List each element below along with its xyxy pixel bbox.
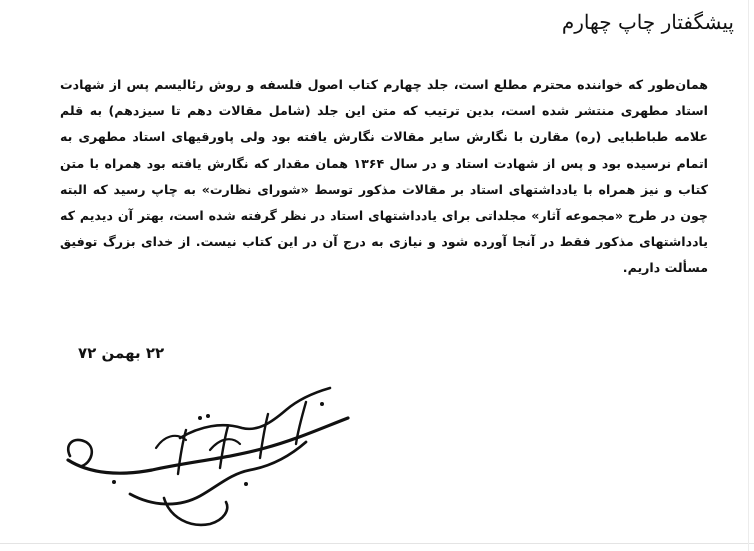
page-bottom-rule	[0, 543, 754, 544]
date-line: ۲۲ بهمن ۷۲	[78, 344, 165, 362]
page-right-rule	[748, 0, 749, 551]
signature-dot-2	[206, 414, 210, 418]
signature-dot-3	[244, 482, 248, 486]
signature-dot-5	[112, 480, 116, 484]
signature-stroke-lower	[130, 442, 306, 504]
signature-dot-1	[198, 416, 202, 420]
signature-stroke-hook	[164, 498, 227, 525]
calligraphic-signature	[60, 378, 380, 538]
signature-ascender-2	[220, 426, 228, 468]
preface-paragraph: همان‌طور که خواننده محترم مطلع است، جلد چهارم کتاب اصول فلسفه و روش رئالیسم پس از شهادت استاد مطهری منتشر شده است، بدین ترتیب که متن این جلد (شامل مقالات دهم تا سیزدهم) به قلم علامه طباطبایی (ره) مقارن با نگارش سایر مقالات نگارش یافته بود ولی پاورقیهای استاد مطهری به اتمام نرسیده بود و پس از شهادت استاد و در سال ۱۳۶۴ همان مقدار که نگارش یافته بود همراه با متن کتاب و نیز همراه با یادداشتهای استاد بر مقالات مذکور توسط «شورای نظارت» به چاپ رسید که البته چون در طرح «مجموعه آثار» مجلداتی برای یادداشتهای استاد در نظر گرفته شده است، بهتر آن دیدیم که یادداشتهای مذکور فقط در آنجا آورده شود و نیازی به درج آن در این کتاب نیست. از خدای بزرگ توفیق مسألت داریم.	[60, 77, 708, 276]
signature-stroke-upper	[180, 388, 330, 438]
signature-ascender-3	[260, 414, 268, 458]
signature-dot-4	[320, 402, 324, 406]
page-heading: پیشگفتار چاپ چهارم	[561, 10, 734, 34]
